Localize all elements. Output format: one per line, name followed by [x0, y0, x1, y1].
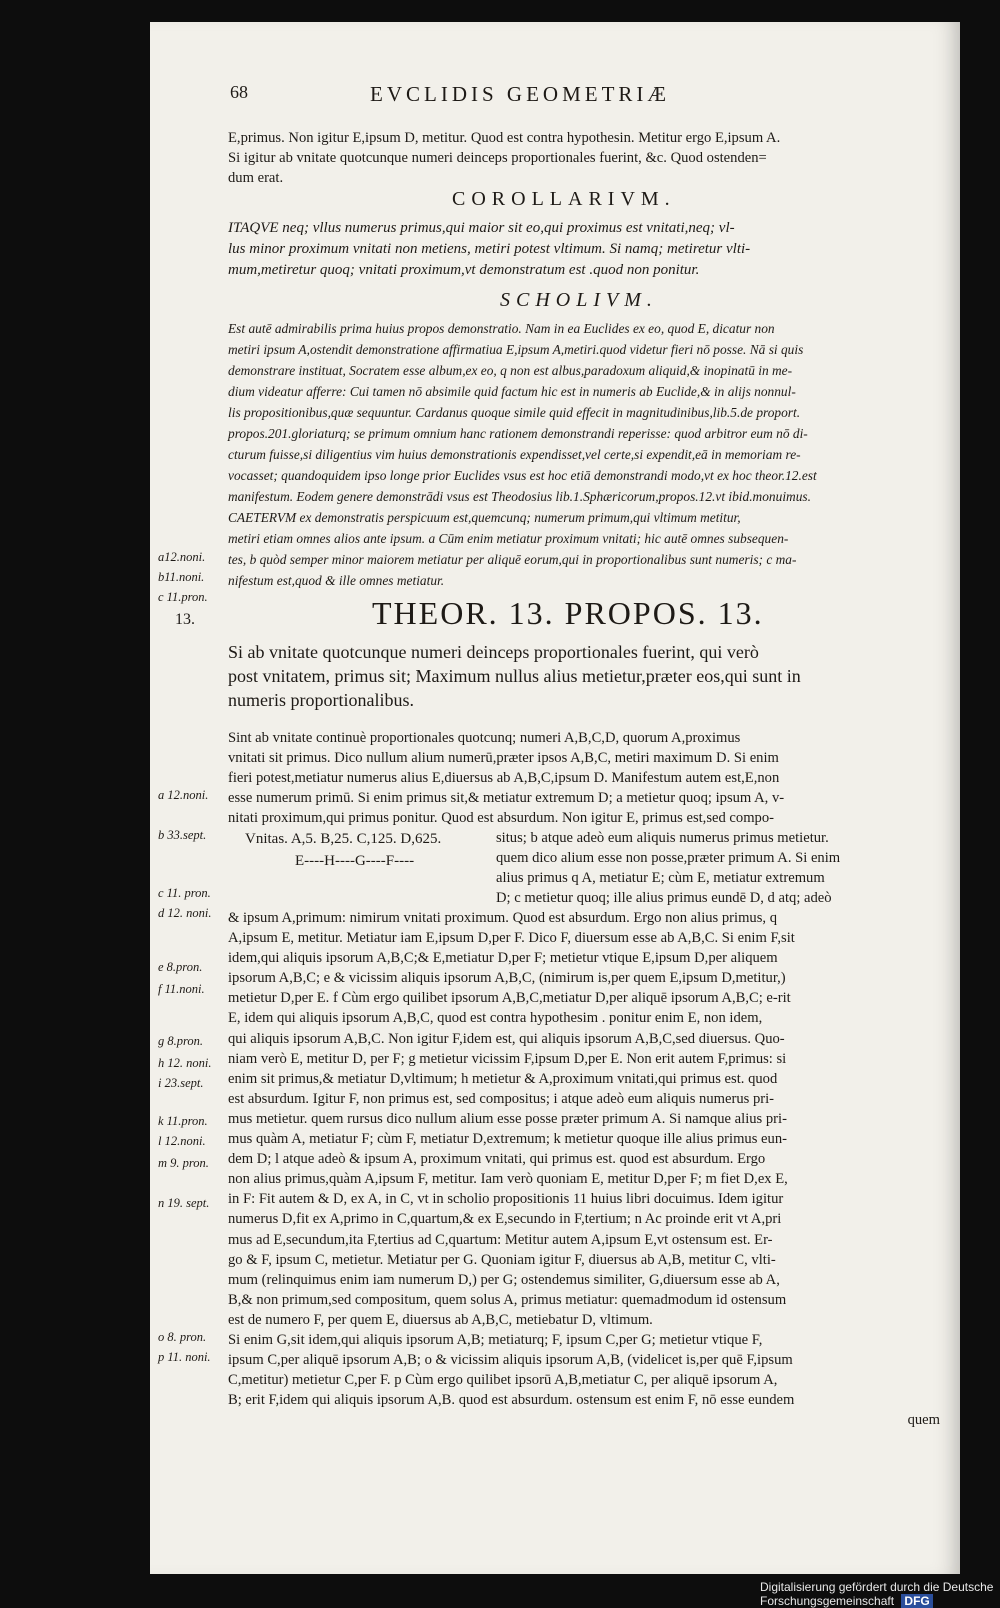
- text-line: situs; b atque adeò eum aliquis numerus primus metietur.: [496, 830, 829, 846]
- text-line: vnitati sit primus. Dico nullum alium numerū,præter ipsos A,B,C, metiri maximum D. Si enim: [228, 750, 779, 767]
- margin-note: m 9. pron.: [158, 1156, 209, 1170]
- intro-text: [228, 128, 940, 188]
- margin-note: k 11.pron.: [158, 1114, 208, 1128]
- text-line: vocasset; quandoquidem ipso longe prior Euclides vsus est hoc etiā demonstrandi modo,vt ex hoc theor.12.est: [228, 468, 817, 483]
- text-line: B,& non primum,sed compositum, quem solus A, primus metiatur: quemadmodum id ostensum: [228, 1291, 787, 1308]
- text-line: ipsorum A,B,C; e & vicissim aliquis ipsorum A,B,C, (nimirum is,per quem E,ipsum D,metitur,): [228, 970, 786, 987]
- page-number: 68: [230, 82, 248, 102]
- margin-note: h 12. noni.: [158, 1056, 212, 1070]
- text-line: mum (relinquimus enim iam numerum D,) per G; ostendemus similiter, G,diuersum esse ab A,: [228, 1271, 780, 1288]
- text-line: dem D; l atque adeò & ipsum A, proximum vnitati, qui primus est. quod est absurdum. Ergo: [228, 1151, 766, 1168]
- text-line: Est autē admirabilis prima huius propos demonstratio. Nam in ea Euclides ex eo, quod E, dicatur non: [228, 321, 775, 336]
- text-line: E, idem qui aliquis ipsorum A,B,C, quod est contra hypothesim . ponitur enim E, non idem,: [228, 1010, 763, 1027]
- text-line: metiri ipsum A,ostendit demonstratione affirmatiua E,ipsum A,metiri.quod videtur fieri nō posse. Nā si quis: [228, 342, 804, 357]
- text-line: qui aliquis ipsorum A,B,C. Non igitur F,idem est, qui aliquis ipsorum A,B,C,sed diuersus. Quo-: [228, 1030, 785, 1047]
- text-line: est absurdum. Igitur F, non primus est, sed compositus; i atque adeò eum aliquis numerus pri-: [228, 1090, 775, 1107]
- text-line: cturum fuisse,si diligentius vim huius demonstrationis expendisset,vel certe,si expendit,eā in memoriam re-: [228, 447, 801, 462]
- dfg-logo: DFG: [901, 1594, 932, 1608]
- proposition-text: [228, 640, 940, 712]
- margin-note: o 8. pron.: [158, 1330, 207, 1344]
- text-line: enim sit primus,& metiatur D,vltimum; h metietur & A,proximum vnitati,qui primus est. quod: [228, 1070, 778, 1087]
- text-line: metiri etiam omnes alios ante ipsum. a Cūm enim metiatur proximum vnitati; hic autē omnes subsequen-: [228, 531, 789, 546]
- demonstration-part-c: [228, 908, 940, 1430]
- text-line: C,metitur) metietur C,per F. p Cùm ergo quilibet ipsorū A,B,metiatur C, per aliquē ipsorum A,: [228, 1372, 778, 1389]
- text-line: numerus D,fit ex A,primo in C,quartum,& ex E,secundo in F,tertium; n Ac proinde erit vt A,pri: [228, 1211, 782, 1228]
- text-line: alius primus q A, metiatur E; cùm E, metiatur extremum: [496, 870, 825, 887]
- text-line: Si enim G,sit idem,qui aliquis ipsorum A,B; metiaturq; F, ipsum C,per G; metietur vtique F,: [228, 1331, 763, 1348]
- text-line: metietur D,per E. f Cùm ergo quilibet ipsorum A,B,C,metiatur D,per aliquē ipsorum A,B,C; e-rit: [228, 990, 791, 1007]
- margin-note: n 19. sept.: [158, 1196, 210, 1210]
- theorem-title: THEOR. 13. PROPOS. 13.: [372, 595, 764, 631]
- margin-note: f 11.noni.: [158, 982, 205, 996]
- text-line: idem,qui aliquis ipsorum A,B,C;& E,metiatur D,per F; metietur vtique E,ipsum D,per aliquem: [228, 950, 778, 967]
- margin-note: b11.noni.: [158, 570, 205, 584]
- text-line: niam verò E, metitur D, per F; g metietur vicissim F,ipsum D,per E. Non erit autem F,primus: si: [228, 1050, 787, 1067]
- scholium-heading: SCHOLIVM.: [500, 289, 658, 311]
- margin-note: d 12. noni.: [158, 906, 212, 920]
- catchword: quem: [907, 1412, 940, 1429]
- text-line: fieri potest,metiatur numerus alius E,diuersus ab A,B,C,ipsum D. Manifestum autem est,E,non: [228, 770, 780, 787]
- margin-note: c 11. pron.: [158, 886, 211, 900]
- margin-note: a 12.noni.: [158, 788, 209, 802]
- text-line: A,ipsum E, metitur. Metiatur iam E,ipsum D,per F. Dico F, diuersum esse ab A,B,C. Si enim F,sit: [228, 930, 795, 947]
- text-line: propos.201.gloriaturq; se primum omnium hanc rationem demonstrandi reperisse: quod arbitror eum nō di-: [228, 426, 808, 441]
- text-line: demonstrare instituat, Socratem esse album,ex eo, q non est albus,paradoxum aliquid,& inopinatū in me-: [228, 363, 793, 378]
- running-title: EVCLIDIS GEOMETRIÆ: [370, 82, 671, 106]
- text-line: dium videatur afferre: Cui tamen nō absimile quid factum hic est in numeris ab Euclide,& in alijs nonnul-: [228, 384, 796, 399]
- text-line: mum,metiretur quoq; vnitati proximum,vt demonstratum est .quod non ponitur.: [228, 262, 700, 278]
- text-line: non alius primus,quàm A,ipsum F, metitur. Iam verò quoniam E, metitur D,per F; m fiet D,ex E,: [228, 1171, 788, 1188]
- corollarium-text: [228, 218, 940, 281]
- text-line: E,primus. Non igitur E,ipsum D, metitur. Quod est contra hypothesin. Metitur ergo E,ipsum A.: [228, 130, 781, 146]
- text-line: CAETERVM ex demonstratis perspicuum est,quemcunq; numerum primum,qui vltimum metitur,: [228, 510, 741, 525]
- margin-note: i 23.sept.: [158, 1076, 204, 1090]
- margin-note: e 8.pron.: [158, 960, 203, 974]
- text-line: dum erat.: [228, 170, 284, 187]
- text-line: lus minor proximum vnitati non metiens, metiri potest vltimum. Si namq; metiretur vlti-: [228, 241, 751, 257]
- text-line: ITAQVE neq; vllus numerus primus,qui maior sit eo,qui proximus est vnitati,neq; vl-: [228, 220, 735, 236]
- margin-theorem-number: 13.: [175, 611, 195, 628]
- text-line: nifestum est,quod & ille omnes metiatur.: [228, 573, 445, 588]
- margin-note: c 11.pron.: [158, 590, 208, 604]
- figure-line: E----H----G----F----: [295, 853, 415, 869]
- text-line: Si ab vnitate quotcunque numeri deinceps proportionales fuerint, qui verò: [228, 642, 759, 662]
- text-line: numeris proportionalibus.: [228, 690, 414, 710]
- footer-text: Digitalisierung gefördert durch die Deutsche Forschungsgemeinschaft: [760, 1580, 994, 1608]
- text-line: nitati proximum,qui primus ponitur. Quod est absurdum. Non igitur E, primus est,sed compo-: [228, 810, 775, 827]
- text-line: mus ad E,secundum,ita F,tertius ad C,quartum: Metitur autem A,ipsum E,vt ostensum est. Er-: [228, 1231, 773, 1248]
- text-line: & ipsum A,primum: nimirum vnitati proximum. Quod est absurdum. Ergo non alius primus, q: [228, 910, 778, 926]
- text-line: quem dico alium esse non posse,præter primum A. Si enim: [496, 850, 841, 867]
- text-line: Si igitur ab vnitate quotcunque numeri deinceps proportionales fuerint, &c. Quod ostenden=: [228, 150, 767, 167]
- text-line: go & F, ipsum C, metietur. Metiatur per G. Quoniam igitur F, diuersus ab A,B, metitur C, vlti-: [228, 1251, 776, 1268]
- text-line: manifestum. Eodem genere demonstrādi vsus est Theodosius lib.1.Sphæricorum,propos.12.vt ibid.monuimus.: [228, 489, 811, 504]
- text-line: ipsum C,per aliquē ipsorum A,B; o & vicissim aliquis ipsorum A,B, (videlicet is,per quē F,ipsum: [228, 1352, 793, 1369]
- margin-note: b 33.sept.: [158, 828, 207, 842]
- demonstration-part-a: [228, 728, 940, 828]
- figure-line: Vnitas. A,5. B,25. C,125. D,625.: [245, 831, 442, 847]
- margin-note: a12.noni.: [158, 550, 206, 564]
- digitization-footer: [760, 1580, 1000, 1608]
- corollarium-heading: COROLLARIVM.: [452, 188, 676, 210]
- demonstration-part-b: [496, 828, 940, 908]
- scholium-text: [228, 318, 940, 591]
- text-line: D; c metietur quoq; ille alius primus eundē D, d atq; adeò: [496, 890, 832, 907]
- text-line: Sint ab vnitate continuè proportionales quotcunq; numeri A,B,C,D, quorum A,proximus: [228, 730, 741, 746]
- text-line: B; erit F,idem qui aliquis ipsorum A,B. quod est absurdum. ostensum est enim F, nō esse eundem: [228, 1392, 795, 1409]
- text-line: mus quàm A, metiatur F; cùm F, metiatur D,extremum; k metietur quoque ille alius primus eun-: [228, 1131, 787, 1148]
- margin-note: l 12.noni.: [158, 1134, 206, 1148]
- text-line: post vnitatem, primus sit; Maximum nullus alius metietur,præter eos,qui sunt in: [228, 666, 801, 686]
- text-line: lis propositionibus,quæ sequuntur. Cardanus quoque simile quid effecit in magnitudinibus,lib.5.de proport.: [228, 405, 801, 420]
- text-line: tes, b quòd semper minor maiorem metiatur per aliquē eorum,qui in proportionalibus sunt numeris; c ma-: [228, 552, 797, 567]
- text-line: esse numerum primū. Si enim primus sit,& metiatur extremum D; a metietur quoq; ipsum A, v-: [228, 790, 785, 807]
- text-line: est de numero F, per quem E, diuersus ab A,B,C, metiebatur D, vltimum.: [228, 1311, 653, 1328]
- text-line: in F: Fit autem & D, ex A, in C, vt in scholio propositionis 11 huius libri docuimus. Idem igitur: [228, 1191, 784, 1208]
- margin-note: g 8.pron.: [158, 1034, 204, 1048]
- numbers-figure: [245, 828, 441, 872]
- text-line: mus metietur. quem rursus dico nullum alium esse posse præter primum A. Si namque alius pri-: [228, 1110, 787, 1127]
- margin-note: p 11. noni.: [158, 1350, 211, 1364]
